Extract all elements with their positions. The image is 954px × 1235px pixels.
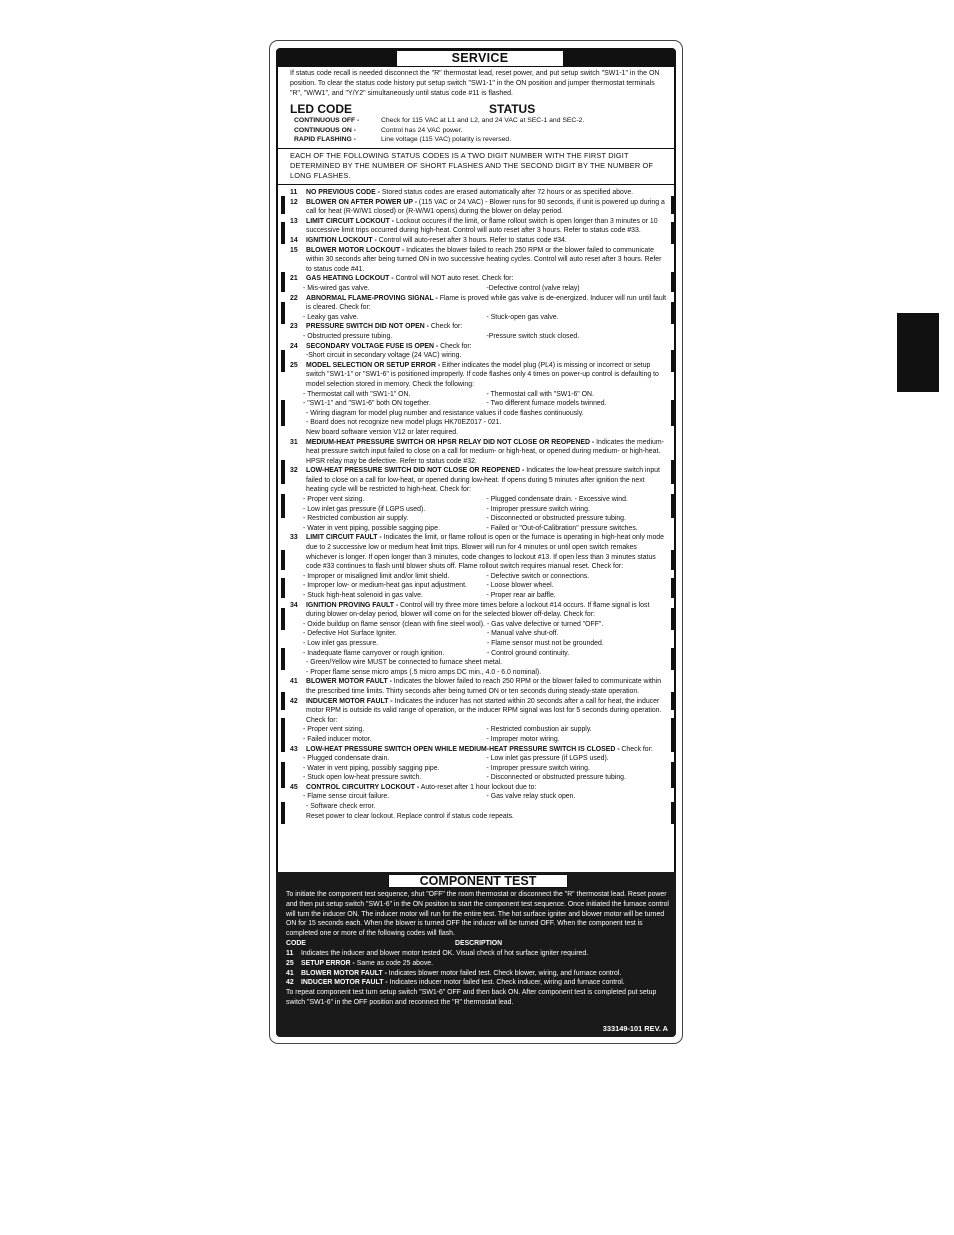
check-item: - Leaky gas valve. xyxy=(303,313,359,321)
check-item: - Manual valve shut-off. xyxy=(486,630,559,638)
status-code-text: Auto-reset after 1 hour lockout due to: xyxy=(419,783,537,791)
component-test-intro: To initiate the component test sequence, shut "OFF" the room thermostat or disconnect the "R" thermostat lead. Reset power and then put setup switch "SW1-6" in the ON position to start the component test sequence. Once initiated the furnace control will turn the inducer ON. The inducer motor will run for the entire test. The hot surface igniter and blower motor will be turned ON for 15 seconds each. When the blower is turned OFF the inducer will be turned OFF. When the component test is completed one or more of the following codes will flash. xyxy=(286,891,669,938)
check-item: -Pressure switch stuck closed. xyxy=(486,332,580,340)
status-code-title: GAS HEATING LOCKOUT - xyxy=(306,275,394,283)
status-code-body xyxy=(306,198,668,217)
check-list xyxy=(303,754,668,783)
check-list xyxy=(303,620,668,658)
status-code-text: Indicates the blower failed to reach 250 RPM or the blower failed to communicate within the prescribed time limits. Thirty seconds after being turned ON or ten seconds during steady-state operation. xyxy=(306,678,662,695)
led-code-label: CONTINUOUS ON - xyxy=(294,126,356,134)
component-code-title: INDUCER MOTOR FAULT - xyxy=(301,979,388,987)
status-code-number: 32 xyxy=(290,467,298,475)
check-item: - Proper rear air baffle. xyxy=(486,592,556,599)
status-code-item xyxy=(278,697,674,745)
status-code-body xyxy=(306,274,668,284)
led-rows xyxy=(278,116,674,145)
status-code-body xyxy=(306,236,668,246)
status-code-number: 33 xyxy=(290,534,298,542)
status-code-text: Control will NOT auto reset. Check for: xyxy=(393,275,514,283)
status-code-number: 21 xyxy=(290,275,298,283)
status-code-body xyxy=(306,783,668,793)
status-code-number: 14 xyxy=(290,237,298,245)
check-item: - Improper motor wiring. xyxy=(486,735,560,743)
check-item: - Two different furnace models twinned. xyxy=(486,400,607,408)
status-code-body xyxy=(306,294,668,313)
service-section xyxy=(276,48,676,880)
status-code-title: LIMIT CIRCUIT FAULT - xyxy=(306,534,382,542)
status-code-body xyxy=(306,601,668,620)
component-code-title: SETUP ERROR - xyxy=(301,959,355,967)
check-item: - "SW1-1" and "SW1-6" both ON together. xyxy=(303,400,431,408)
status-code-number: 25 xyxy=(290,361,298,369)
check-item: - Oxide buildup on flame sensor (clean with fine steel wool). xyxy=(303,620,485,628)
status-code-title: BLOWER MOTOR LOCKOUT - xyxy=(306,246,405,254)
check-item: - Low inlet gas pressure. xyxy=(303,639,379,647)
check-item: - Failed or "Out-of-Calibration" pressure switches. xyxy=(486,524,638,532)
check-item: - Flame sensor must not be grounded. xyxy=(486,639,604,647)
status-header: STATUS xyxy=(489,102,536,116)
status-code-item xyxy=(278,601,674,678)
status-code-number: 22 xyxy=(290,294,298,302)
status-code-title: SECONDARY VOLTAGE FUSE IS OPEN - xyxy=(306,342,439,350)
status-code-title: ABNORMAL FLAME-PROVING SIGNAL - xyxy=(306,294,438,302)
check-list xyxy=(303,495,668,533)
check-item: - Inadequate flame carryover or rough ignition. xyxy=(303,649,445,657)
status-code-title: MEDIUM-HEAT PRESSURE SWITCH OR HPSR RELAY DID NOT CLOSE OR REOPENED - xyxy=(306,438,595,446)
check-item: - Stuck open low-heat pressure switch. xyxy=(303,774,422,782)
check-list xyxy=(303,390,668,409)
component-code-row xyxy=(286,969,670,979)
check-item: - Proper vent sizing. xyxy=(303,726,365,734)
status-code-number: 41 xyxy=(290,678,298,686)
component-code-number: 42 xyxy=(286,979,294,987)
status-code-number: 45 xyxy=(290,783,298,791)
status-code-text: Indicates the low-heat pressure switch input failed to close on a call for low-heat, or opened during low-heat. If opens during 5 minutes after ignition the next heating cycle will be restricted to high-heat. Check for: xyxy=(306,467,660,494)
status-code-item xyxy=(278,246,674,275)
note-line: - Proper flame sense micro amps (.5 micro amps DC min., 4.0 - 6.0 nominal). xyxy=(306,668,542,676)
status-code-body xyxy=(306,322,668,332)
status-code-text: Flame is proved while gas valve is de-energized. Inducer will run until fault is cleared. Check for: xyxy=(306,294,667,312)
status-code-text: Indicates the blower failed to reach 250 RPM or the blower failed to communicate within 30 seconds after being turned ON in two successive heating cycles. Control will auto reset after 3 hours. Refer to status code #41. xyxy=(306,246,662,273)
check-item: - Improper or misaligned limit and/or limit shield. xyxy=(303,572,450,580)
check-item: - Disconnected or obstructed pressure tubing. xyxy=(486,774,626,782)
check-item: -Defective control (valve relay) xyxy=(486,285,580,292)
status-code-body xyxy=(306,745,668,755)
check-item: - Plugged condensate drain. - Excessive wind. xyxy=(486,496,628,504)
status-code-body xyxy=(306,438,668,467)
check-item: - Restricted combustion air supply. xyxy=(486,726,592,734)
check-item: - Low inlet gas pressure (if LGPS used). xyxy=(303,505,426,513)
note-line: - Wiring diagram for model plug number and resistance values if code flashes continuously. xyxy=(306,409,584,417)
check-item: - Thermostat call with "SW1-1" ON. xyxy=(303,390,411,398)
status-code-body xyxy=(306,677,668,696)
service-title: SERVICE xyxy=(396,50,564,67)
status-code-body xyxy=(306,217,668,236)
component-code-text: Indicates blower motor failed test. Check blower, wiring, and furnace control. xyxy=(386,969,622,977)
status-code-title: INDUCER MOTOR FAULT - xyxy=(306,697,393,705)
note-line: -Short circuit in secondary voltage (24 VAC) wiring. xyxy=(306,352,462,360)
note-line: - Green/Yellow wire MUST be connected to furnace sheet metal. xyxy=(306,659,503,667)
status-code-item xyxy=(278,342,674,361)
component-code-text: Same as code 25 above. xyxy=(354,959,434,967)
led-row xyxy=(278,135,674,145)
check-item: - Loose blower wheel. xyxy=(486,582,554,590)
check-item: - Flame sense circuit failure. xyxy=(303,793,390,801)
note-line: Reset power to clear lockout. Replace control if status code repeats. xyxy=(306,812,514,820)
status-code-body xyxy=(306,466,668,495)
status-code-item xyxy=(278,783,674,821)
check-item: - Improper pressure switch wiring. xyxy=(486,764,590,772)
check-list xyxy=(303,313,668,323)
status-code-number: 31 xyxy=(290,438,298,446)
check-list xyxy=(303,284,668,294)
two-digit-note: EACH OF THE FOLLOWING STATUS CODES IS A TWO DIGIT NUMBER WITH THE FIRST DIGIT DETERMINED BY THE NUMBER OF SHORT FLASHES AND THE SECOND DIGIT BY THE NUMBER OF LONG FLASHES. xyxy=(290,151,654,181)
status-code-text: Indicates the inducer has not started within 20 seconds after a call for heat, the inducer motor RPM is outside its valid range of operation, or the inducer RPM signal was lost for 5 seconds during operation. Check for: xyxy=(306,697,662,724)
led-row xyxy=(278,126,674,136)
status-code-number: 42 xyxy=(290,697,298,705)
status-code-title: MODEL SELECTION OR SETUP ERROR - xyxy=(306,361,441,369)
status-code-title: LIMIT CIRCUIT LOCKOUT - xyxy=(306,217,395,225)
check-item: - Disconnected or obstructed pressure tubing. xyxy=(486,515,626,523)
led-row xyxy=(278,116,674,126)
status-code-title: NO PREVIOUS CODE - xyxy=(306,189,380,197)
component-test-columns xyxy=(286,939,670,949)
status-code-number: 43 xyxy=(290,745,298,753)
status-code-text: Either indicates the model plug (PL4) is missing or incorrect or setup switch "SW1-1" or "SW1-6" is positioned improperly. If code flashes only 4 times on power-up control is defaulting to model selection stored in memory. Check the following: xyxy=(306,361,659,388)
check-item: - Stuck-open gas valve. xyxy=(486,313,559,321)
check-item: - Improper pressure switch wiring. xyxy=(486,505,590,513)
status-code-title: IGNITION PROVING FAULT - xyxy=(306,601,399,609)
status-code-text: Indicates the limit, or flame rollout is open or the furnace is operating in high-heat only mode due to 2 successive low or medium heat limit trips. Blower will run for 4 minutes or until open switch remakes whichever is longer. If open longer than 3 minutes, code changes to lockout #13. If open less than 3 minutes status code #33 continues to flash until blower shuts off. Flame rollout switch requires manual reset. Check for: xyxy=(306,534,664,571)
led-code-label: RAPID FLASHING - xyxy=(294,136,356,144)
status-code-number: 13 xyxy=(290,217,298,225)
check-item: - Gas valve defective or turned "OFF". xyxy=(486,620,604,628)
service-header xyxy=(278,50,674,67)
status-code-number: 15 xyxy=(290,246,298,254)
check-item: - Improper low- or medium-heat gas input adjustment. xyxy=(303,582,467,590)
component-code-number: 11 xyxy=(286,949,294,957)
status-code-item xyxy=(278,188,674,198)
led-status-text: Line voltage (115 VAC) polarity is reversed. xyxy=(381,136,512,144)
check-list xyxy=(303,792,668,802)
status-code-body xyxy=(306,697,668,726)
check-item: - Low inlet gas pressure (if LGPS used). xyxy=(486,755,609,763)
status-code-title: LOW-HEAT PRESSURE SWITCH DID NOT CLOSE OR REOPENED - xyxy=(306,467,525,475)
component-test-codes xyxy=(286,949,670,988)
description-column-header: DESCRIPTION xyxy=(455,939,503,947)
status-code-item xyxy=(278,438,674,467)
status-code-text: Indicates the medium-heat pressure switch input failed to close on a call for medium- or high-heat, or opened during medium- or high-heat. HPSR relay may be defective. Refer to status code #32. xyxy=(306,438,664,465)
check-item: - Restricted combustion air supply. xyxy=(303,515,409,523)
component-code-number: 41 xyxy=(286,969,294,977)
status-code-item xyxy=(278,533,674,600)
component-test-section xyxy=(276,872,676,1037)
check-item: - Mis-wired gas valve. xyxy=(303,285,370,292)
status-code-title: PRESSURE SWITCH DID NOT OPEN - xyxy=(306,323,429,331)
status-code-item xyxy=(278,274,674,293)
check-item: - Control ground continuity. xyxy=(486,649,570,657)
note-line: New board software version V12 or later required. xyxy=(306,428,459,436)
component-code-row xyxy=(286,978,670,988)
status-code-text: Control will try three more times before a lockout #14 occurs. If flame signal is lost during blower on-delay period, blower will come on for the selected blower off-delay. Check for: xyxy=(306,601,650,619)
status-code-body xyxy=(306,188,668,198)
status-code-item xyxy=(278,466,674,533)
code-column-header: CODE xyxy=(286,939,306,947)
check-item: - Failed inducer motor. xyxy=(303,735,372,743)
status-code-body xyxy=(306,361,668,390)
status-code-number: 24 xyxy=(290,342,298,350)
component-code-text: Indicates inducer motor failed test. Check inducer, wiring and furnace control. xyxy=(387,979,625,987)
check-item: - Water in vent piping, possible sagging pipe. xyxy=(303,524,440,532)
page-side-tab xyxy=(897,313,939,392)
status-code-item xyxy=(278,236,674,246)
status-code-title: LOW-HEAT PRESSURE SWITCH OPEN WHILE MEDIUM-HEAT PRESSURE SWITCH IS CLOSED - xyxy=(306,745,620,753)
check-item: - Stuck high-heat solenoid in gas valve. xyxy=(303,592,423,599)
status-code-number: 11 xyxy=(290,189,298,197)
status-code-body xyxy=(306,246,668,275)
led-code-label: CONTINUOUS OFF - xyxy=(294,117,360,124)
check-item: - Defective switch or connections. xyxy=(486,572,590,580)
check-list xyxy=(303,572,668,601)
status-code-title: CONTROL CIRCUITRY LOCKOUT - xyxy=(306,783,420,791)
status-code-item xyxy=(278,198,674,217)
status-code-text: Check for: xyxy=(438,342,472,350)
status-code-text: Control will auto-reset after 3 hours. Refer to status code #34. xyxy=(376,237,567,245)
led-code-header: LED CODE xyxy=(290,102,353,116)
service-intro: If status code recall is needed disconnect the "R" thermostat lead, reset power, and put setup switch "SW1-1" in the ON position. To clear the status code history put setup switch "SW1-1" in the ON position and jumper thermostat terminals "R", "W/W1", and "Y/Y2" simultaneously until status code #11 is flashed. xyxy=(290,70,660,97)
service-label xyxy=(269,40,683,1044)
status-code-text: Lockout occures if the limit, or flame rollout switch is open longer than 3 minutes or 10 successive limit trips occurred during high-heat. Control will auto reset after 3 hours. Refer to status code #33. xyxy=(306,217,658,235)
check-item: - Plugged condensate drain. xyxy=(303,755,390,763)
status-code-body xyxy=(306,533,668,571)
check-item: - Obstructed pressure tubing. xyxy=(303,332,393,340)
check-item: - Thermostat call with "SW1-6" ON. xyxy=(486,390,594,398)
component-test-outro: To repeat component test turn setup switch "SW1-6" OFF and then back ON. After component test is completed put setup switch "SW1-6" in the OFF position and reconnect the "R" thermostat lead. xyxy=(286,989,657,1006)
status-code-item xyxy=(278,745,674,783)
status-code-item xyxy=(278,217,674,236)
check-item: - Defective Hot Surface Igniter. xyxy=(303,630,397,638)
status-code-text: Stored status codes are erased automatically after 72 hours or as specified above. xyxy=(379,189,634,197)
status-code-title: BLOWER ON AFTER POWER UP - xyxy=(306,198,418,206)
status-code-text: Check for: xyxy=(619,745,653,753)
status-code-text: Check for: xyxy=(428,323,463,331)
led-status-text: Check for 115 VAC at L1 and L2, and 24 VAC at SEC-1 and SEC-2. xyxy=(381,117,585,124)
component-code-row xyxy=(286,949,670,959)
status-code-title: BLOWER MOTOR FAULT - xyxy=(306,678,392,686)
note-line: - Software check error. xyxy=(306,803,376,811)
check-list xyxy=(303,725,668,744)
status-code-item xyxy=(278,322,674,341)
component-code-text: Indicates the inducer and blower motor tested OK. Visual check of hot surface igniter required. xyxy=(301,949,589,957)
status-code-number: 23 xyxy=(290,323,298,331)
status-code-number: 12 xyxy=(290,198,298,206)
note-line: - Board does not recognize new model plugs HK70EZ017 - 021. xyxy=(306,419,502,427)
status-code-number: 34 xyxy=(290,601,298,609)
status-code-item xyxy=(278,294,674,323)
status-code-text: (115 VAC or 24 VAC) - Blower runs for 90 seconds, if unit is powered up during a call for heat (R-W/W1 closed) or (R-W/W1 opens) during the blower on delay period. xyxy=(306,198,665,216)
component-test-title: COMPONENT TEST xyxy=(388,874,568,888)
status-code-body xyxy=(306,342,668,352)
led-code-header-row xyxy=(278,102,674,116)
check-item: - Proper vent sizing. xyxy=(303,496,365,504)
check-list xyxy=(303,332,668,342)
led-status-text: Control has 24 VAC power. xyxy=(381,126,463,134)
component-test-body xyxy=(286,890,670,1008)
check-item: - Gas valve relay stuck open. xyxy=(486,793,576,801)
status-code-item xyxy=(278,361,674,438)
status-code-list xyxy=(278,185,674,821)
component-code-title: BLOWER MOTOR FAULT - xyxy=(301,969,387,977)
status-code-item xyxy=(278,677,674,696)
part-number: 333149-101 REV. A xyxy=(602,1024,668,1033)
component-code-row xyxy=(286,959,670,969)
component-code-number: 25 xyxy=(286,959,294,967)
check-item: - Water in vent piping, possibly sagging pipe. xyxy=(303,764,440,772)
status-code-title: IGNITION LOCKOUT - xyxy=(306,237,377,245)
